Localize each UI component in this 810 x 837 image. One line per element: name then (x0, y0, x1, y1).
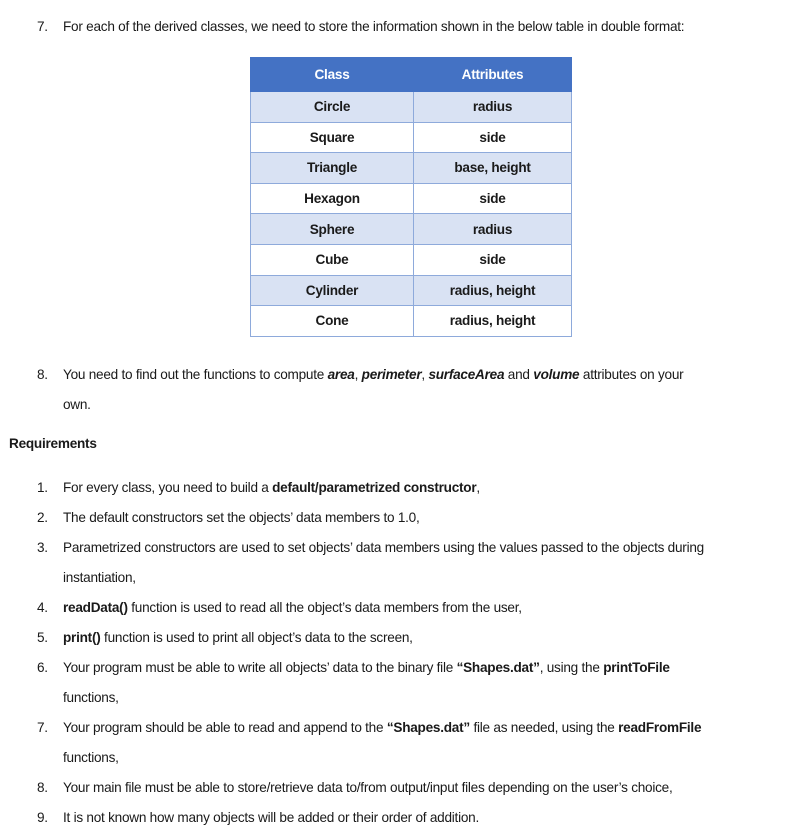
requirements-heading: Requirements (9, 436, 97, 451)
text-segment: Your program should be able to read and append to the (63, 720, 387, 735)
list-text (63, 599, 522, 617)
list-text-continuation: functions, (63, 690, 119, 705)
text-segment: You need to find out the functions to compute (63, 367, 328, 382)
attributes-cell: side (414, 122, 572, 153)
table-row (251, 214, 572, 245)
emphasized-text: readFromFile (618, 720, 702, 735)
attributes-cell: radius (414, 214, 572, 245)
text-segment: , using the (539, 660, 604, 675)
text-segment: , (354, 367, 362, 382)
text-segment: function is used to read all the object’s data members from the user, (127, 600, 522, 615)
attributes-cell: side (414, 183, 572, 214)
class-cell: Square (251, 122, 414, 153)
list-number: 6. (37, 660, 48, 675)
text-segment: The default constructors set the objects’ data members to 1.0, (63, 510, 420, 525)
class-cell: Cylinder (251, 275, 414, 306)
text-segment: function is used to print all object’s data to the screen, (100, 630, 413, 645)
class-cell: Sphere (251, 214, 414, 245)
class-cell: Cone (251, 306, 414, 337)
attributes-cell: base, height (414, 153, 572, 184)
emphasized-text: readData() (63, 600, 128, 615)
list-number: 5. (37, 630, 48, 645)
table-row (251, 244, 572, 275)
list-number: 1. (37, 480, 48, 495)
table-row (251, 92, 572, 123)
class-cell: Hexagon (251, 183, 414, 214)
class-attributes-table (250, 57, 572, 337)
header-attributes: Attributes (414, 58, 572, 92)
class-cell: Cube (251, 244, 414, 275)
text-segment: For every class, you need to build a (63, 480, 273, 495)
emphasized-text: perimeter (361, 367, 422, 382)
text-segment: attributes on your (579, 367, 684, 382)
text-segment: Your main file must be able to store/retrieve data to/from output/input files depending on the user’s choice, (63, 780, 673, 795)
list-text (63, 509, 420, 527)
emphasized-text: area (327, 367, 355, 382)
text-segment: , (421, 367, 429, 382)
list-text (63, 779, 673, 797)
text-segment: and (504, 367, 534, 382)
list-text (63, 659, 670, 677)
list-text (63, 366, 683, 384)
emphasized-text: print() (63, 630, 101, 645)
text-segment: Parametrized constructors are used to set objects’ data members using the values passed to the objects during (63, 540, 704, 555)
list-number: 8. (37, 367, 48, 382)
header-class: Class (251, 58, 414, 92)
text-segment: , (476, 480, 480, 495)
class-cell: Triangle (251, 153, 414, 184)
text-segment: Your program must be able to write all objects’ data to the binary file (63, 660, 457, 675)
list-text-continuation: own. (63, 397, 91, 412)
list-number: 7. (37, 720, 48, 735)
list-text-continuation: instantiation, (63, 570, 136, 585)
table-row (251, 122, 572, 153)
class-cell: Circle (251, 92, 414, 123)
list-text (63, 479, 480, 497)
list-number: 8. (37, 780, 48, 795)
list-number: 9. (37, 810, 48, 825)
list-text: For each of the derived classes, we need to store the information shown in the below table in double format: (63, 19, 685, 34)
attributes-cell: side (414, 244, 572, 275)
list-text (63, 539, 704, 557)
table-row (251, 183, 572, 214)
text-segment: It is not known how many objects will be added or their order of addition. (63, 810, 479, 825)
emphasized-text: “Shapes.dat” (456, 660, 540, 675)
table-row (251, 275, 572, 306)
emphasized-text: default/parametrized constructor (272, 480, 477, 495)
list-text (63, 809, 479, 827)
list-number: 2. (37, 510, 48, 525)
attributes-cell: radius (414, 92, 572, 123)
table-row (251, 153, 572, 184)
emphasized-text: printToFile (603, 660, 670, 675)
list-text (63, 719, 701, 737)
list-number: 7. (37, 19, 48, 34)
attributes-cell: radius, height (414, 275, 572, 306)
list-number: 3. (37, 540, 48, 555)
emphasized-text: surfaceArea (428, 367, 505, 382)
list-number: 4. (37, 600, 48, 615)
emphasized-text: “Shapes.dat” (386, 720, 470, 735)
attributes-cell: radius, height (414, 306, 572, 337)
list-text-continuation: functions, (63, 750, 119, 765)
list-text (63, 629, 413, 647)
emphasized-text: volume (533, 367, 580, 382)
table-row (251, 306, 572, 337)
table-header-row (251, 58, 572, 92)
text-segment: file as needed, using the (469, 720, 619, 735)
